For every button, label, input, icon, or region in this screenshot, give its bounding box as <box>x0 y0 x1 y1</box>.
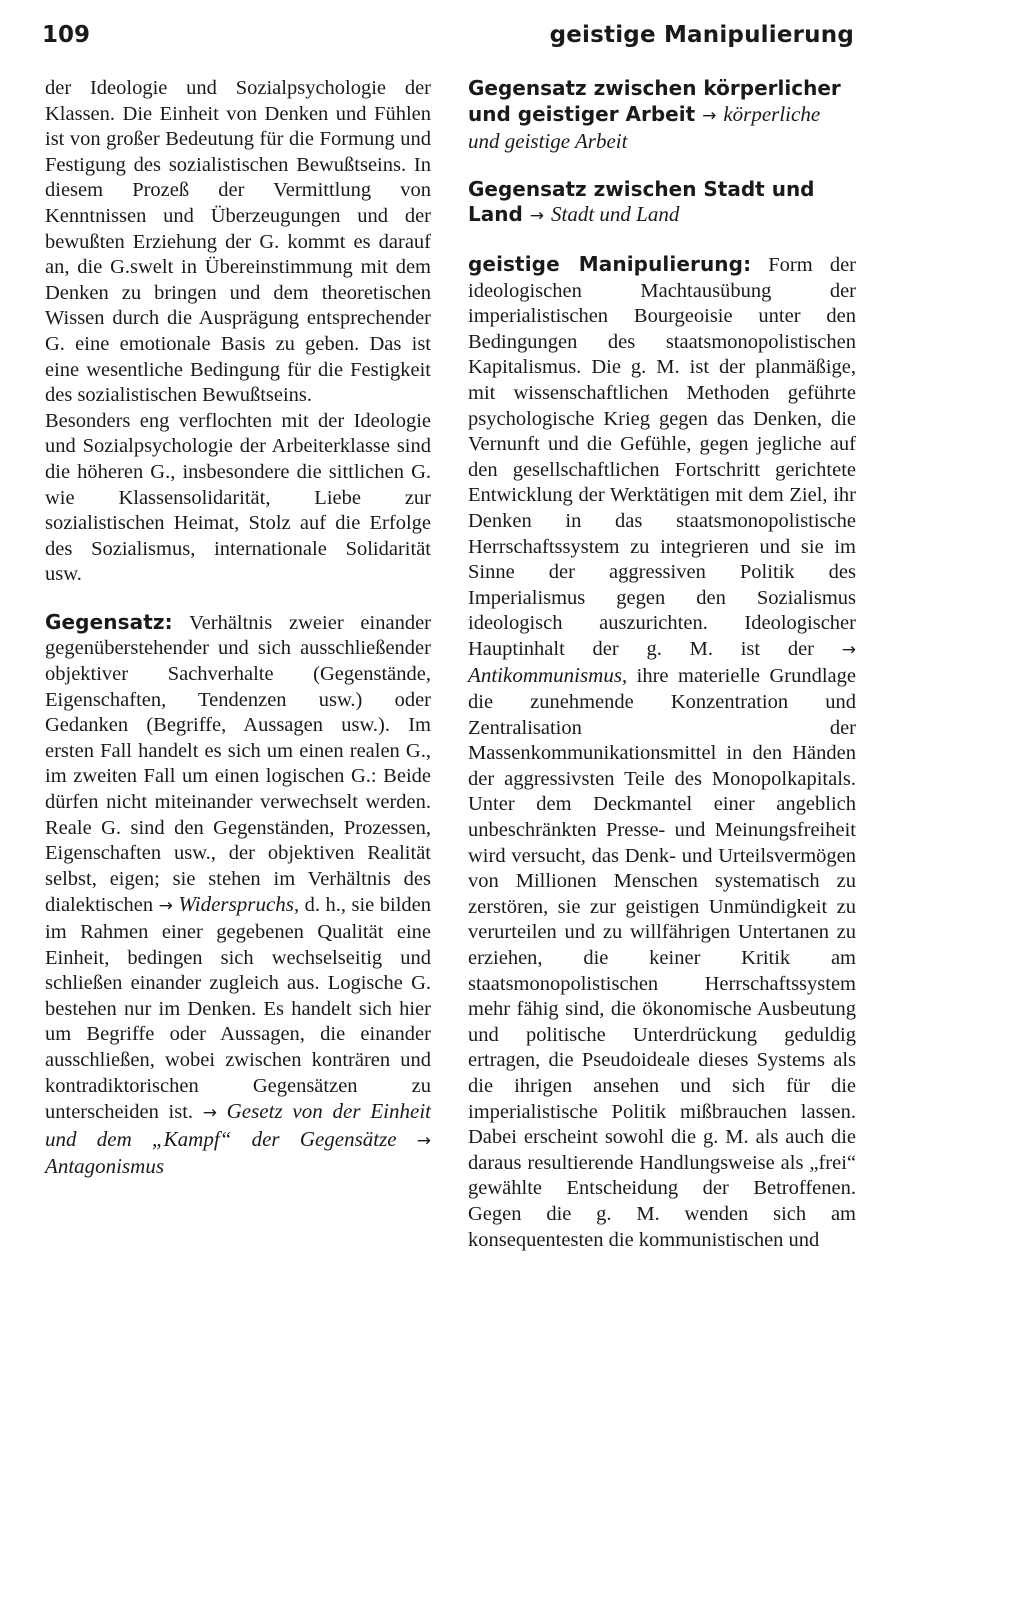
headword-manipulierung: geistige Manipulierung: <box>468 251 752 276</box>
cross-reference-widerspruch: Widerspruchs <box>178 892 294 917</box>
cross-reference-gesetz: Gesetz von der Einheit und dem „Kampf“ der Gegensätze <box>45 1099 432 1151</box>
arrow-icon: → <box>529 206 545 227</box>
entry-gegensatz <box>45 610 431 1181</box>
page-header <box>42 22 854 48</box>
arrow-icon: → <box>841 639 856 660</box>
right-column <box>468 76 856 1253</box>
arrow-icon: → <box>416 1130 432 1151</box>
arrow-icon: → <box>158 896 173 917</box>
cross-reference-antagonismus: Antagonismus <box>45 1154 165 1179</box>
continued-paragraph: der Ideologie und Sozialpsychologie der Klassen. Die Einheit von Denken und Fühlen ist von großer Bedeutung für die Formung und Festigung des sozialistischen Bewußtseins. In diesem Prozeß der Vermittlung von Kenntnissen und Überzeugungen und der bewußten Erziehung der G. kommt es darauf an, die G.swelt in Übereinstimmung mit dem Denken zu bringen und dem theoretischen Wissen durch die Ausprägung entsprechender G. eine emotionale Basis zu geben. Das ist eine wesentliche Bedingung für die Festigkeit des sozialistischen Bewußtseins. <box>45 77 431 407</box>
entry-heading: Gegensatz zwischen Stadt und Land <box>468 176 815 227</box>
entry-text: , d. h., sie bilden im Rahmen einer gegebenen Qualität eine Einheit, bedingen sich wechselseitig und schließen einander zugleich aus. Logische G. bestehen nur im Denken. Es handelt sich hier um Begriffe oder Aussagen, die einander ausschließen, wobei zwischen konträren und kontradiktorischen Gegensätzen zu unterscheiden ist. <box>45 894 432 1124</box>
entry-text: , ihre materielle Grundlage die zunehmende Konzentration und Zentralisation der Massenkommunikationsmittel in den Händen der aggressivsten Teile des Monopolkapitals. Unter dem Deckmantel einer angeblich unbeschränkten Presse- und Meinungsfreiheit wird versucht, das Denk- und Urteilsvermögen von Millionen Menschen systematisch zu zerstören, sie zur geistigen Unmündigkeit zu verurteilen und zu willfährigen Untertanen zu erziehen, die keiner Kritik am staatsmonopolistischen Herrschaftssystem mehr fähig sind, die ökonomische Ausbeutung und politische Unterdrückung geduldig ertragen, die Pseudoideale dieses Systems als die ihrigen ansehen und sich für die imperialistische Politik mißbrauchen lassen. Dabei erscheint sowohl die g. M. als auch die daraus resultierende Handlungsweise als „frei“ gewählte Entscheidung der Betroffenen. Gegen die g. M. wenden sich am konsequentesten die kommunistischen und <box>468 665 856 1251</box>
entry-heading: Gegensatz zwischen körperlicher und geistiger Arbeit <box>468 76 841 126</box>
paragraph-hoehere-gefuehle: Besonders eng verflochten mit der Ideologie und Sozialpsychologie der Arbeiterklasse sind die höheren G., insbesondere die sittlichen G. wie Klassensolidarität, Liebe zur sozialistischen Heimat, Stolz auf die Erfolge des Sozialismus, internationale Solidarität usw. <box>45 409 431 586</box>
entry-stadt-und-land <box>468 177 856 230</box>
cross-reference-antikommunismus: Antikommunismus <box>468 663 622 688</box>
left-column <box>45 76 431 1181</box>
entry-text: Verhältnis zweier einander gegenüberstehender und sich ausschließender objektiver Sachverhalte (Gegenstände, Eigenschaften, Tendenzen usw.) oder Gedanken (Begriffe, Aussagen usw.). Im ersten Fall handelt es sich um einen realen G., im zweiten Fall um einen logischen G.: Beide dürfen nicht miteinander verwechselt werden. Reale G. sind den Gegenständen, Prozessen, Eigenschaften usw., der objektiven Realität selbst, eigen; sie stehen im Verhältnis des dialektischen <box>45 611 431 917</box>
cross-reference: Stadt und Land <box>550 202 680 227</box>
running-head: geistige Manipulierung <box>549 22 854 48</box>
arrow-icon: → <box>702 105 717 126</box>
arrow-icon: → <box>202 1103 217 1124</box>
entry-text: Form der ideologischen Machtausübung der imperialistischen Bourgeoisie unter den Bedingungen des staatsmonopolistischen Kapitalismus. Die g. M. ist der planmäßige, mit wissenschaftlichen Methoden geführte psychologische Krieg gegen das Denken, die Vernunft und die Gefühle, gegen jegliche auf den gesellschaftlichen Fortschritt gerichtete Entwicklung der Werktätigen mit dem Ziel, ihr Denken in das staatsmonopolistische Herrschaftssystem zu integrieren und sie im Sinne der aggressiven Politik des Imperialismus gegen den Sozialismus ideologisch auszurichten. Ideologischer Hauptinhalt der g. M. ist der <box>468 253 856 660</box>
headword-gegensatz: Gegensatz: <box>45 609 173 634</box>
entry-koerperliche-geistige-arbeit <box>468 76 856 155</box>
cross-reference: körperliche und geistige Arbeit <box>468 101 821 154</box>
entry-geistige-manipulierung <box>468 252 856 1253</box>
page-number: 109 <box>42 22 91 48</box>
